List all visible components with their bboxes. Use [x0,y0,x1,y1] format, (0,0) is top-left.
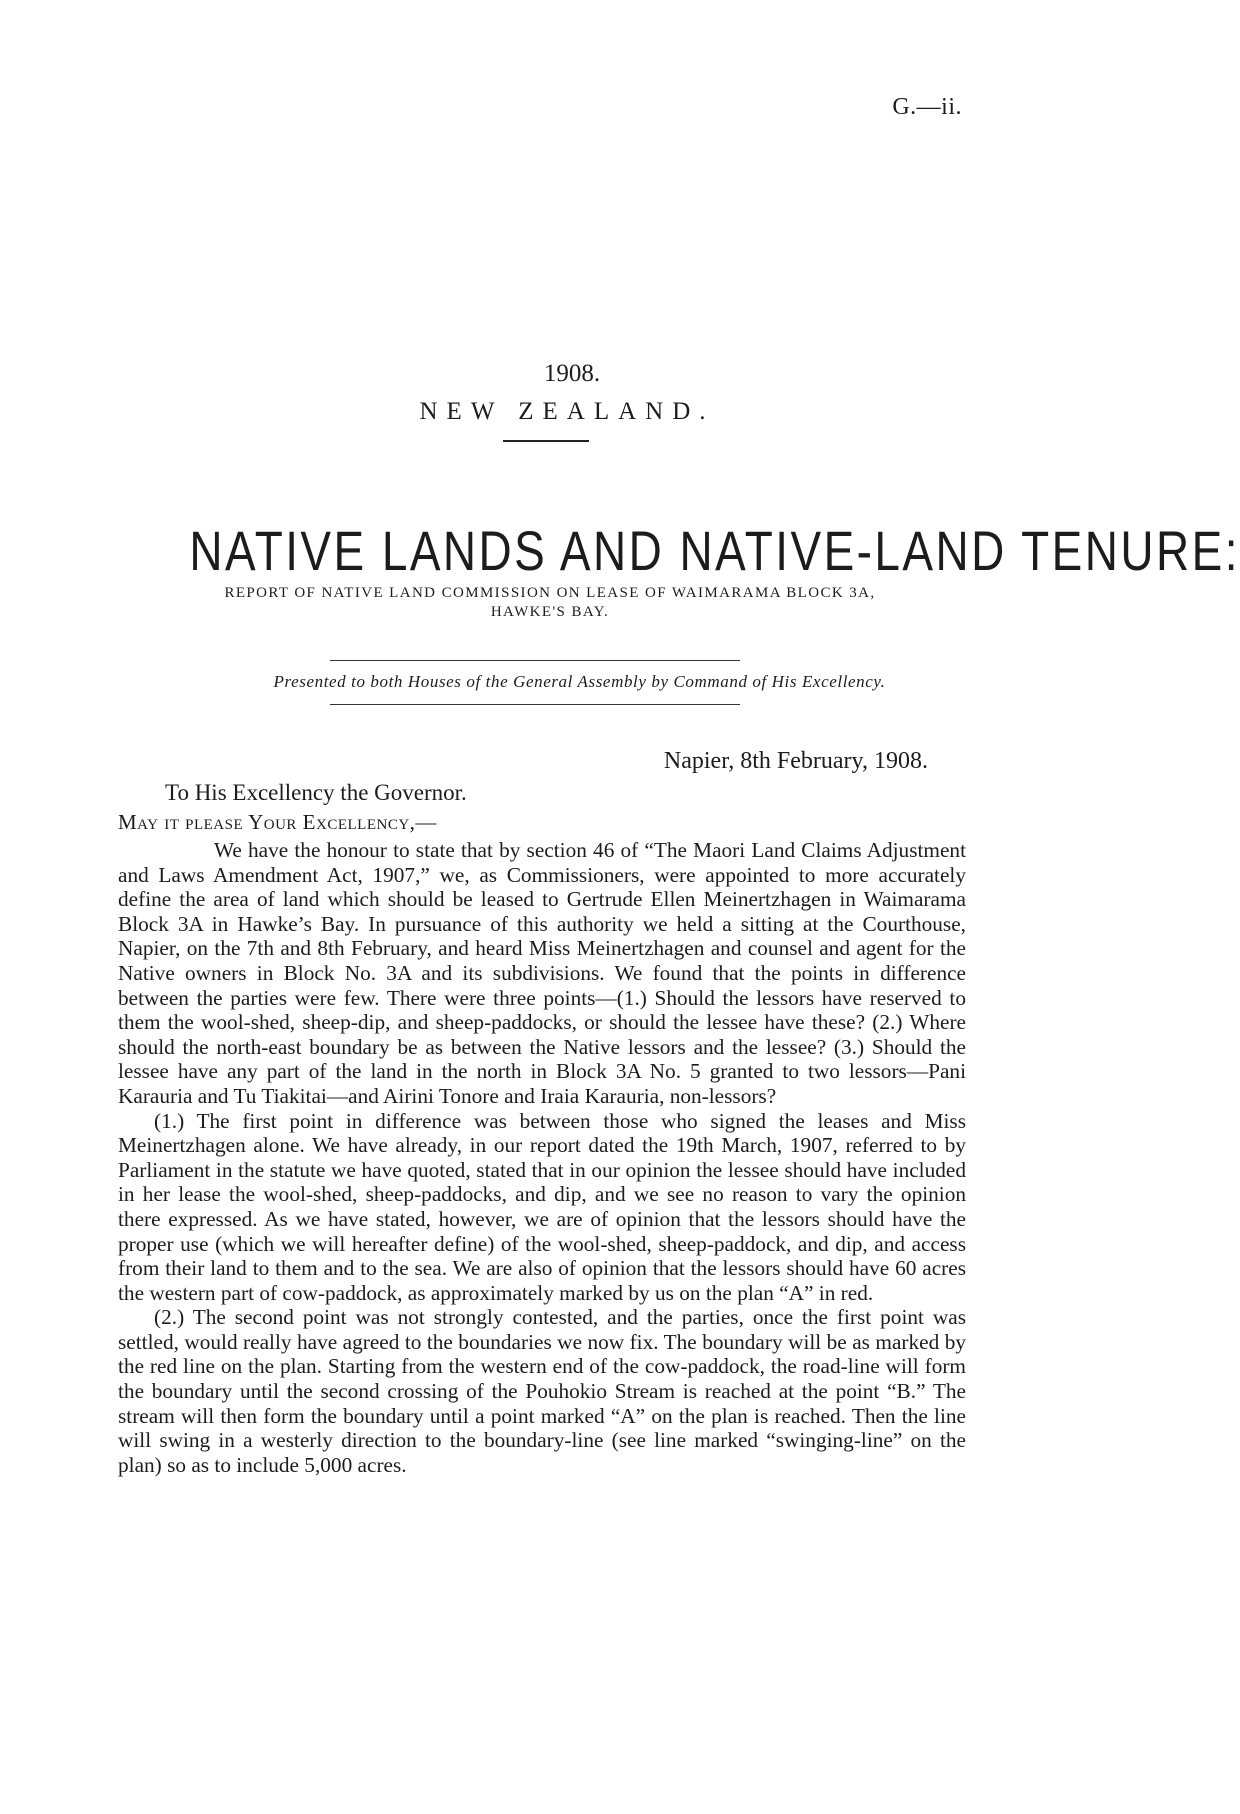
presented-divider-bottom [330,704,740,705]
main-title: NATIVE LANDS AND NATIVE-LAND TENURE: [189,519,1240,582]
paragraph-1: We have the honour to state that by section 46 of “The Maori Land Claims Adjustment and Laws Amendment Act, 1907,” we, as Commissioners, were appointed to more accurately define the area of land which should be leased to Gertrude Ellen Meinertzhagen in Waimarama Block 3A in Hawke’s Bay. In pursuance of this authority we held a sitting at the Courthouse, Napier, on the 7th and 8th February, and heard Miss Meinertzhagen and counsel and agent for the Native owners in Block No. 3A and its subdivisions. We found that the points in difference between the parties were few. There were three points—(1.) Should the lessors have reserved to them the wool-shed, sheep-dip, and sheep-paddocks, or should the lessee have these? (2.) Where should the north-east boundary be as between the Native lessors and the lessee? (3.) Should the lessee have any part of the land in the north in Block 3A No. 5 granted to two lessors—Pani Karauria and Tu Tiakitai—and Airini Tonore and Iraia Karauria, non-lessors? [118,838,966,1108]
presented-divider-top [330,660,740,661]
presented-line: Presented to both Houses of the General Assembly by Command of His Excellency. [273,672,886,691]
subtitle-line-2: HAWKE'S BAY. [490,604,610,620]
paragraph-3: (2.) The second point was not strongly contested, and the parties, once the first point was settled, would really have agreed to the boundaries we now fix. The boundary will be as marked by the red line on the plan. Starting from the western end of the cow-paddock, the road-line will form the boundary until the second crossing of the Pouhokio Stream is reached at the point “B.” The stream will then form the boundary until a point marked “A” on the plan is reached. Then the line will swing in a westerly direction to the boundary-line (see line marked “swinging-line” on the plan) so as to include 5,000 acres. [118,1305,966,1477]
country-heading: NEW ZEALAND. [419,398,715,425]
letter-salutation: May it please Your Excellency,— [118,810,437,834]
paragraph-2: (1.) The first point in difference was between those who signed the leases and Miss Meinertzhagen alone. We have already, in our report dated the 19th March, 1907, referred to by Parliament in the statute we have quoted, stated that in our opinion the lessee should have included in her lease the wool-shed, sheep-paddocks, and dip, and we see no reason to vary the opinion there expressed. As we have stated, however, we are of opinion that the lessors should have the proper use (which we will hereafter define) of the wool-shed, sheep-paddock, and dip, and access from their land to them and to the sea. We are also of opinion that the lessors should have 60 acres the western part of cow-paddock, as approximately marked by us on the plan “A” in red. [118,1108,966,1305]
letter-addressee: To His Excellency the Governor. [165,780,467,805]
subtitle [150,584,950,622]
publication-year: 1908. [543,360,601,387]
letter-dateline: Napier, 8th February, 1908. [663,748,928,774]
letter-body [118,838,966,1477]
subtitle-line-1: REPORT OF NATIVE LAND COMMISSION ON LEASE OF WAIMARAMA BLOCK 3A, [224,585,876,601]
title-divider [503,440,589,442]
page-reference: G.—ii. [892,94,962,120]
